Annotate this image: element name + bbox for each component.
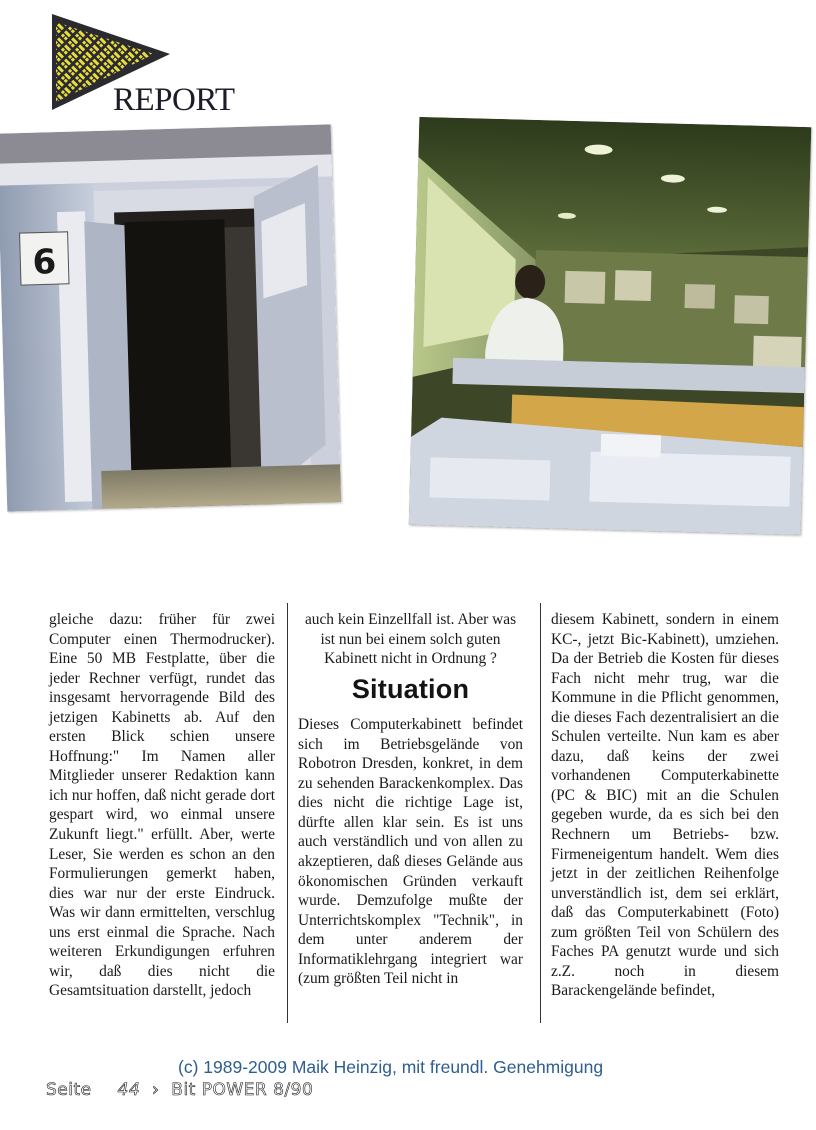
column-2-text: Dieses Computerkabinett befindet sich im Betriebsgelände von Robotron Dresden, konkret, in dem zu sehenden Barackenkomplex. Das dies nicht die richtige Lage ist, dürfte allen klar sein. Es ist uns auch verständlich und von allen zu akzeptieren, daß dieses Gelände aus ökonomischen Gründen verkauft wurde. Demzufolge mußte der Unterrichtskomplex "Technik", in dem unter anderem der Informatiklehrgang integriert war (zum größten Teil nicht in (298, 716, 523, 988)
article-column-2 (298, 610, 523, 989)
computer-lab-photo (409, 117, 812, 535)
column-divider-2 (540, 603, 541, 1023)
column-1-text: gleiche dazu: früher für zwei Computer einen Thermodrucker). Eine 50 MB Festplatte, über die jeder Rechner verfügt, rundet das insgesamt hervorragende Bild des jetzigen Kabinetts ab. Auf den ersten Blick schien unsere Hoffnung:" Im Namen aller Mitglieder unserer Redaktion kann ich nur hoffen, daß nicht gerade dort gespart wird, wo einmal unsere Zukunft liegt." erfüllt. Aber, werte Leser, Sie werden es schon an den Formulierungen gemerkt haben, dies war nur der erste Eindruck. Was wir dann ermittelten, verschlug uns erst einmal die Sprache. Nach weiteren Erkundigungen erfuhren wir, daß dies nicht die Gesamtsituation darstellt, jedoch (49, 611, 275, 1000)
article-column-1 (49, 610, 275, 1001)
column-3-text: diesem Kabinett, sondern in einem KC-, jetzt Bic-Kabinett), umziehen. Da der Betrieb die Kosten für dieses Fach nicht mehr trug, war die Kommune in die Pflicht genommen, die dieses Fach dezentralisiert an die Schulen verteilte. Nun kam es aber dazu, daß keins der zwei vorhandenen Computerkabinette (PC & BIC) mit an die Schulen gegeben wurde, da es sich bei den Rechnern um Betriebs- bzw. Firmeneigentum handelt. Wem dies jetzt in der zeitlichen Reihenfolge unverständlich ist, dem sei erklärt, daß das Computerkabinett (Foto) zum größten Teil von Schülern des Faches PA genutzt wurde und sich z.Z. noch in diesem Barackengelände befindet, (551, 611, 779, 1000)
copyright-notice: (c) 1989-2009 Maik Heinzig, mit freundl. Genehmigung (178, 1057, 604, 1077)
footer-magazine-title: Bit POWER 8/90 (171, 1080, 314, 1100)
footer-page-word: Seite (46, 1080, 92, 1100)
column-2-intro-text: auch kein Einzellfall ist. Aber was ist nun bei einem solch guten Kabinett nicht in Ordnung ? (304, 611, 517, 668)
page-footer (46, 1080, 319, 1100)
door-number: 6 (32, 242, 57, 283)
article-column-3 (551, 610, 779, 1001)
room-door-photo (0, 124, 341, 511)
section-label: REPORT (113, 82, 235, 118)
section-heading: Situation (351, 673, 470, 704)
footer-page-number: 44 (117, 1080, 141, 1100)
footer-arrow-icon: › (152, 1080, 160, 1100)
column-divider-1 (287, 603, 288, 1023)
